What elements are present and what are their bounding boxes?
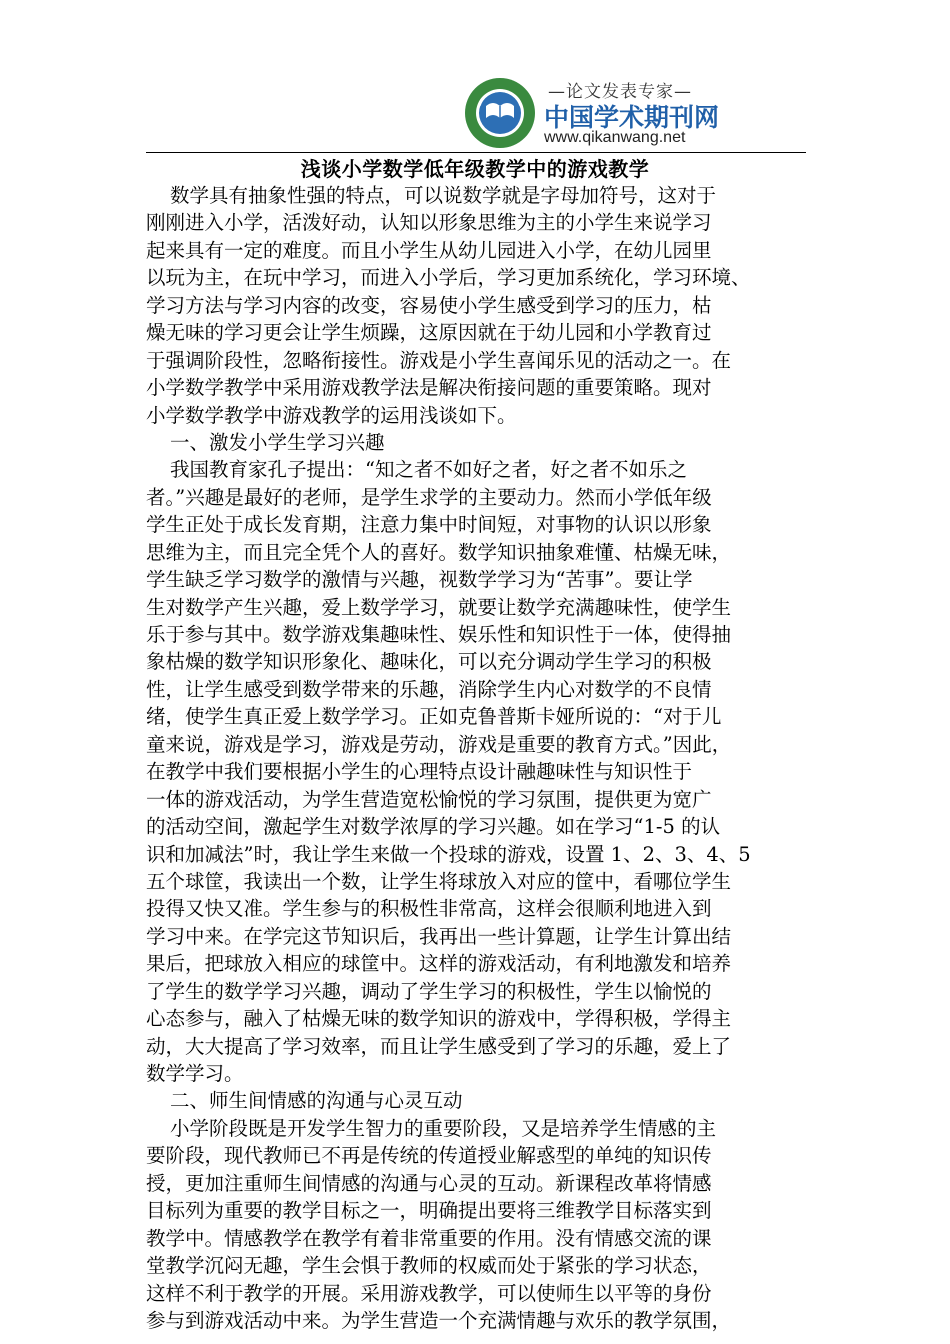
section-heading: 一、激发小学生学习兴趣 [170, 430, 385, 454]
header-divider [146, 152, 806, 153]
body-line: 我国教育家孔子提出：“知之者不如好之者，好之者不如乐之 [170, 458, 687, 482]
body-line: 在教学中我们要根据小学生的心理特点设计融趣味性与知识性于 [146, 760, 693, 784]
body-line: 目标列为重要的教学目标之一，明确提出要将三维教学目标落实到 [146, 1199, 712, 1223]
document-body [146, 182, 806, 1334]
body-line: 堂教学沉闷无趣，学生会惧于教师的权威而处于紧张的学习状态， [146, 1254, 712, 1278]
body-line: 者。”兴趣是最好的老师，是学生求学的主要动力。然而小学低年级 [146, 485, 712, 509]
body-line: 性，让学生感受到数学带来的乐趣，消除学生内心对数学的不良情 [146, 677, 712, 701]
body-line: 起来具有一定的难度。而且小学生从幼儿园进入小学，在幼儿园里 [146, 238, 712, 262]
body-line: 识和加减法”时，我让学生来做一个投球的游戏，设置 1、2、3、4、5 [146, 842, 751, 866]
body-line: 燥无味的学习更会让学生烦躁，这原因就在于幼儿园和小学教育过 [146, 321, 712, 345]
body-line: 乐于参与其中。数学游戏集趣味性、娱乐性和知识性于一体，使得抽 [146, 623, 732, 646]
brand-name: 中国学术期刊网 [544, 103, 720, 132]
body-line: 要阶段，现代教师已不再是传统的传道授业解惑型的单纯的知识传 [146, 1144, 712, 1168]
body-line: 教学中。情感教学在教学有着非常重要的作用。没有情感交流的课 [146, 1226, 712, 1250]
body-line: 小学阶段既是开发学生智力的重要阶段，又是培养学生情感的主 [170, 1116, 717, 1140]
body-line: 童来说，游戏是学习，游戏是劳动，游戏是重要的教育方式。”因此， [146, 732, 732, 756]
body-line: 数学具有抽象性强的特点，可以说数学就是字母加符号，这对于 [170, 184, 717, 207]
body-line: 学习方法与学习内容的改变，容易使小学生感受到学习的压力，枯 [146, 293, 712, 317]
body-line: 一体的游戏活动，为学生营造宽松愉悦的学习氛围，提供更为宽广 [146, 787, 712, 811]
document-title: 浅谈小学数学低年级教学中的游戏教学 [300, 157, 650, 181]
body-line: 了学生的数学学习兴趣，调动了学生学习的积极性，学生以愉悦的 [146, 979, 712, 1003]
body-line: 投得又快又准。学生参与的积极性非常高，这样会很顺利地进入到 [146, 897, 712, 921]
body-line: 果后，把球放入相应的球筐中。这样的游戏活动，有利地激发和培养 [146, 952, 732, 976]
section-heading: 二、师生间情感的沟通与心灵互动 [170, 1089, 463, 1113]
body-line: 生对数学产生兴趣，爱上数学学习，就要让数学充满趣味性，使学生 [146, 595, 732, 619]
body-line: 思维为主，而且完全凭个人的喜好。数学知识抽象难懂、枯燥无味， [146, 540, 732, 564]
body-line: 学生缺乏学习数学的激情与兴趣，视数学学习为“苦事”。要让学 [146, 568, 693, 592]
body-line: 学生正处于成长发育期，注意力集中时间短，对事物的认识以形象 [146, 513, 712, 537]
body-line: 绪，使学生真正爱上数学学习。正如克鲁普斯卡娅所说的：“对于儿 [146, 705, 722, 729]
body-line: 学习中来。在学完这节知识后，我再出一些计算题，让学生计算出结 [146, 924, 732, 948]
body-line: 象枯燥的数学知识形象化、趣味化，可以充分调动学生学习的积极 [146, 650, 712, 674]
book-globe-logo-icon [462, 76, 538, 150]
body-line: 五个球筐，我读出一个数，让学生将球放入对应的筐中，看哪位学生 [146, 869, 732, 893]
body-line: 动，大大提高了学习效率，而且让学生感受到了学习的乐趣，爱上了 [146, 1034, 732, 1058]
body-line: 小学数学教学中游戏教学的运用浅谈如下。 [146, 403, 517, 427]
body-line: 以玩为主，在玩中学习，而进入小学后，学习更加系统化，学习环境、 [146, 266, 751, 290]
body-line: 的活动空间，激起学生对数学浓厚的学习兴趣。如在学习“1-5 的认 [146, 815, 721, 839]
body-line: 授，更加注重师生间情感的沟通与心灵的互动。新课程改革将情感 [146, 1171, 712, 1195]
body-line: 心态参与，融入了枯燥无味的数学知识的游戏中，学得积极，学得主 [146, 1007, 732, 1031]
body-line: 参与到游戏活动中来。为学生营造一个充满情趣与欢乐的教学氛围， [146, 1308, 732, 1332]
body-line: 刚刚进入小学，活泼好动，认知以形象思维为主的小学生来说学习 [146, 211, 712, 235]
body-line: 数学学习。 [146, 1062, 244, 1085]
site-header [462, 76, 720, 150]
brand-url[interactable]: www.qikanwang.net [544, 129, 686, 146]
brand-slogan: —论文发表专家— [548, 82, 692, 102]
body-line: 于强调阶段性，忽略衔接性。游戏是小学生喜闻乐见的活动之一。在 [146, 348, 732, 372]
body-line: 小学数学教学中采用游戏教学法是解决衔接问题的重要策略。现对 [146, 376, 712, 400]
body-line: 这样不利于教学的开展。采用游戏教学，可以使师生以平等的身份 [146, 1281, 712, 1305]
